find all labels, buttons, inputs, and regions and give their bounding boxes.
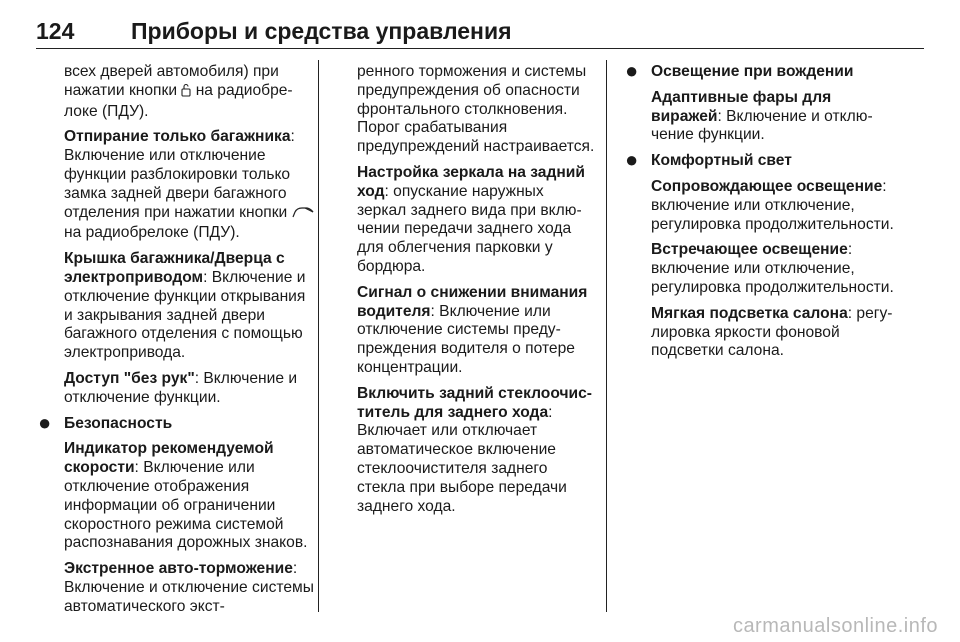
paragraph: Включить задний стеклоочиститель для заднего хода: Включает или отключает автоматическое включение стеклоочистителя заднего стекла при выборе передачи заднего хода. — [357, 384, 592, 515]
paragraph: Экстренное авто-торможение: Включение и отключение системы автоматического экст- — [64, 560, 314, 615]
paragraph: Индикатор рекомендуемой скорости: Включение или отключение отображения информации об ограничении скоростного режима системой распознавания дорожных знаков. — [64, 440, 308, 552]
setting-title: Настройка зеркала на задний ход — [357, 163, 585, 200]
paragraph: Адаптивные фары для виражей: Включение и отключение функции. — [651, 88, 873, 144]
setting-title: Крышка багажника/Дверца с электроприводом — [64, 250, 285, 286]
setting-title: Экстренное авто-торможение — [64, 560, 293, 578]
section-title: Безопасность — [64, 414, 173, 432]
paragraph: Сигнал о снижении внимания водителя: Включение или отключение системы предупреждения водителя о потере концентрации. — [357, 283, 588, 376]
watermark: carmanualsonline.info — [732, 615, 938, 637]
paragraph: Встречающее освещение: включение или отключение, регулировка продолжительности. — [651, 241, 894, 296]
setting-title: Индикатор рекомендуемой скорости — [64, 440, 274, 477]
page-header — [36, 18, 924, 48]
setting-title: Сопровождающее освещение — [651, 177, 883, 195]
paragraph: Настройка зеркала на задний ход: опускание наружных зеркал заднего вида при включении передачи заднего хода для облегчения парковки у бордюра. — [357, 163, 585, 275]
paragraph: Отпирание только багажника: Включение или отключение функции разблокировки только замка задней двери багажного отделения при нажатии кнопки на радиобрелоке (ПДУ). — [64, 128, 314, 243]
unlock-icon — [181, 83, 191, 103]
paragraph: Доступ "без рук": Включение и отключение функции. — [64, 369, 298, 406]
column-3 — [625, 58, 896, 368]
list-item — [38, 409, 314, 435]
setting-title: Отпирание только багажника — [64, 128, 291, 146]
setting-title: Мягкая подсветка салона — [651, 304, 848, 322]
paragraph: ренного торможения и системы предупреждения об опасности фронтального столкновения. Порог срабатывания предупреждений настраивается. — [357, 63, 595, 156]
setting-title: Сигнал о снижении внимания водителя — [357, 283, 588, 320]
paragraph: Сопровождающее освещение: включение или отключение, регулировка продолжительности. — [651, 177, 894, 233]
section-title: Освещение при вождении — [651, 63, 854, 80]
trunk-icon — [292, 206, 314, 225]
paragraph: Крышка багажника/Дверца с электроприводом: Включение и отключение функции открывания и закрывания задней двери багажного отделения с помощью электропривода. — [64, 250, 306, 362]
bullet: ● — [625, 147, 639, 173]
list-item — [625, 58, 896, 83]
column-divider-2 — [606, 60, 607, 612]
column-2 — [357, 63, 597, 523]
bullet: ● — [625, 58, 639, 83]
bullet: ● — [38, 409, 52, 435]
setting-title: Встречающее освещение — [651, 241, 848, 259]
setting-title: Доступ "без рук" — [64, 369, 195, 387]
section-title: Комфортный свет — [651, 152, 792, 170]
column-divider-1 — [318, 60, 319, 612]
page-title: Приборы и средства управления — [131, 18, 512, 44]
header-divider — [36, 48, 924, 49]
paragraph: Мягкая подсветка салона: регулировка яркости фоновой подсветки салона. — [651, 304, 893, 360]
page-number: 124 — [36, 18, 75, 44]
column-1 — [38, 63, 314, 624]
setting-title: Адаптивные фары для виражей — [651, 88, 832, 125]
paragraph: всех дверей автомобиля) при нажатии кнопки на радиобрелоке (ПДУ). — [64, 63, 293, 120]
list-item — [625, 147, 896, 173]
setting-title: Включить задний стеклоочиститель для заднего хода — [357, 384, 592, 421]
